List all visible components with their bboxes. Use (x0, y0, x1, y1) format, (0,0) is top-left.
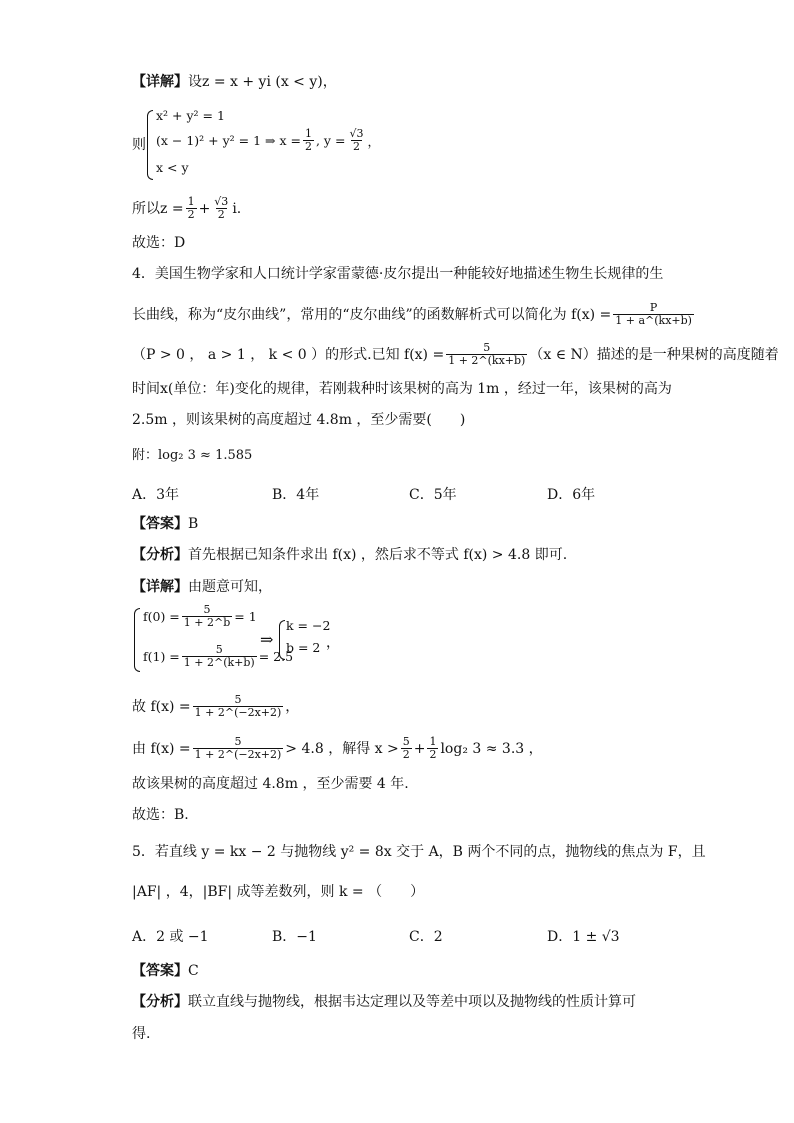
system-row-3: x < y (156, 160, 189, 175)
q4-choice: 故选：B. (132, 807, 189, 823)
fraction-num: 5 (215, 643, 223, 656)
analysis-text: 首先根据已知条件求出 f(x) ，然后求不等式 f(x) > 4.8 即可. (188, 547, 568, 563)
q4-option-c: C．5年 (409, 487, 457, 503)
fraction (212, 196, 230, 221)
sys-row-2-text: f(1) = (143, 649, 180, 664)
detail-tag: 【详解】 (132, 74, 188, 90)
q4-result-1: k = −2 (286, 618, 331, 633)
q5-analysis (132, 993, 636, 1011)
fraction-num: 5 (203, 603, 211, 616)
fraction-den: 1 + a^(kx+b) (615, 314, 692, 327)
system-row-2-end: ， (367, 133, 380, 149)
fraction-num: 1 (187, 195, 195, 208)
choice-line: 故选：D (132, 235, 186, 251)
q4-result-2: b = 2 (286, 640, 321, 655)
fraction (446, 342, 527, 367)
q5-answer (132, 962, 199, 980)
q4-detail (132, 578, 272, 596)
fraction-den: 1 + 2^b (183, 616, 231, 629)
fraction (182, 644, 257, 669)
fraction-num: 5 (234, 693, 242, 706)
fraction (193, 736, 284, 761)
q4-line-3-tail: （x ∈ N）描述的是一种果树的高度随着 (529, 346, 779, 363)
system-brace (134, 608, 140, 672)
fraction-num: √3 (214, 195, 229, 208)
answer-value: C (188, 963, 199, 979)
q5-option-b: B．−1 (272, 929, 317, 945)
ineq-prefix: 由 f(x) = (132, 740, 191, 757)
analysis-text: 联立直线与抛物线，根据韦达定理以及等差中项以及抛物线的性质计算可 (188, 994, 636, 1010)
detail-text: 由题意可知， (188, 579, 272, 595)
system-row-1: x² + y² = 1 (156, 108, 225, 123)
system-row-2 (156, 128, 380, 153)
q4-line-3 (132, 342, 779, 367)
fraction-num: 1 (429, 735, 437, 748)
fraction (303, 128, 314, 153)
so-line (132, 196, 241, 221)
q4-system-row-1 (143, 604, 257, 629)
system-row-2-mid: , y = (315, 133, 346, 148)
ineq-mid: > 4.8 ，解得 x > (285, 740, 399, 757)
sys-row-2-end: = 2.5 (258, 649, 294, 664)
fraction (193, 694, 284, 719)
fraction-den: 2 (304, 140, 312, 153)
fraction-den: 2 (429, 748, 437, 761)
implies-arrow: ⇒ (260, 630, 274, 649)
system-brace (279, 620, 285, 660)
q4-line-2-text: 长曲线，称为“皮尔曲线”，常用的“皮尔曲线”的函数解析式可以简化为 f(x) = (132, 306, 612, 323)
fraction (186, 196, 197, 221)
fraction (613, 302, 694, 327)
fraction-den: 1 + 2^(−2x+2) (194, 706, 282, 719)
answer-tag: 【答案】 (132, 516, 188, 532)
q5-option-d: D．1 ± √3 (547, 929, 620, 945)
so-prefix: 故 f(x) = (132, 698, 191, 715)
fraction-den: 2 (187, 208, 195, 221)
so-prefix: 所以z = (132, 200, 184, 217)
so-end: ， (285, 698, 300, 715)
answer-value: B (188, 516, 199, 532)
fraction-den: 1 + 2^(kx+b) (448, 354, 526, 367)
fraction (347, 128, 365, 153)
system-prefix: 则 (132, 137, 146, 153)
system-brace (147, 110, 153, 180)
q4-line-2 (132, 302, 696, 327)
q5-analysis-line-2: 得. (132, 1026, 151, 1042)
fraction-num: 1 (304, 127, 312, 140)
analysis-tag: 【分析】 (132, 547, 188, 563)
q4-ineq-line (132, 736, 543, 761)
q4-line-4: 时间x(单位：年)变化的规律，若刚栽种时该果树的高为 1m ，经过一年，该果树的高为 (132, 381, 672, 397)
plus-sign: + (413, 740, 426, 757)
fraction-den: 1 + 2^(−2x+2) (194, 748, 282, 761)
fraction-den: 2 (352, 140, 360, 153)
q4-result-end: ， (326, 635, 340, 651)
sys-row-1-end: = 1 (234, 609, 257, 624)
q4-option-b: B．4年 (272, 487, 320, 503)
plus-sign: + (198, 200, 211, 217)
q4-option-a: A．3年 (132, 487, 180, 503)
q5-option-a: A．2 或 −1 (132, 929, 209, 945)
fraction-num: 5 (483, 341, 491, 354)
q5-line-2: |AF| ，4，|BF| 成等差数列，则 k = （ ） (132, 884, 425, 900)
fraction (427, 736, 438, 761)
q4-so-line (132, 694, 299, 719)
detail-tag: 【详解】 (132, 579, 188, 595)
fraction (182, 604, 232, 629)
q4-option-d: D．6年 (547, 487, 596, 503)
q5-option-c: C．2 (409, 929, 443, 945)
q4-conclusion: 故该果树的高度超过 4.8m ，至少需要 4 年. (132, 776, 409, 792)
q4-note: 附：log₂ 3 ≈ 1.585 (132, 448, 253, 463)
fraction-den: 2 (217, 208, 225, 221)
analysis-tag: 【分析】 (132, 994, 188, 1010)
fraction-num: 5 (234, 735, 242, 748)
q5-line-1: 5．若直线 y = kx − 2 与抛物线 y² = 8x 交于 A，B 两个不同的点，抛物线的焦点为 F，且 (132, 844, 706, 860)
q4-line-5: 2.5m ，则该果树的高度超过 4.8m ，至少需要( ) (132, 412, 466, 428)
fraction-num: P (649, 301, 658, 314)
ineq-end: log₂ 3 ≈ 3.3 ， (440, 740, 543, 757)
q4-line-3-text: （P > 0 ， a > 1 ， k < 0 ）的形式.已知 f(x) = (132, 346, 445, 363)
system-row-2-text: (x − 1)² + y² = 1 ⇒ x = (156, 133, 301, 148)
answer-tag: 【答案】 (132, 963, 188, 979)
sys-row-1-text: f(0) = (143, 609, 180, 624)
so-end: i. (232, 200, 242, 217)
detail-text: 设z = x + yi (x < y)， (188, 74, 337, 90)
q4-answer (132, 515, 198, 533)
fraction-den: 2 (402, 748, 410, 761)
fraction-den: 1 + 2^(k+b) (183, 656, 255, 669)
detail-line (132, 73, 337, 91)
q4-line-1: 4．美国生物学家和人口统计学家雷蒙德·皮尔提出一种能较好地描述生物生长规律的生 (132, 266, 664, 282)
fraction (401, 736, 412, 761)
fraction-num: 5 (402, 735, 410, 748)
fraction-num: √3 (349, 127, 364, 140)
q4-analysis (132, 546, 567, 564)
